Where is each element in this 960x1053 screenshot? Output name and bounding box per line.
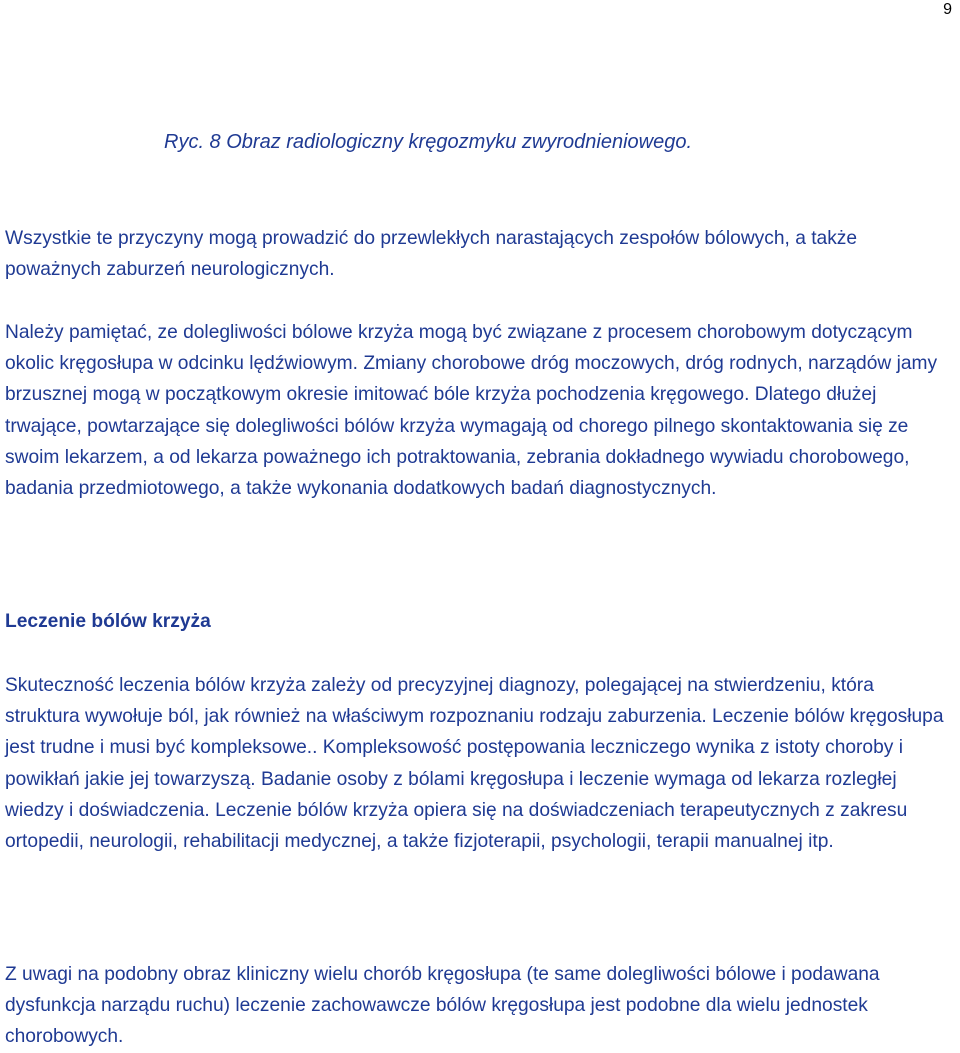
paragraph-treatment: Skuteczność leczenia bólów krzyża zależy od precyzyjnej diagnozy, polegającej na stwierdzeniu, która struktura wywołuje ból, jak również na właściwym rozpoznaniu rodzaju zaburzenia. Leczenie bólów kręgosłupa jest trudne i musi być kompleksowe.. Kompleksowość postępowania leczniczego wynika z istoty choroby i powikłań jakie jej towarzyszą. Badanie osoby z bólami kręgosłupa i leczenie wymaga od lekarza rozległej wiedzy i doświadczenia. Leczenie bólów krzyża opiera się na doświadczeniach terapeutycznych z zakresu ortopedii, neurologii, rehabilitacji medycznej, a także fizjoterapii, psychologii, terapii manualnej itp.	[5, 675, 944, 853]
paragraph-symptoms: Należy pamiętać, ze dolegliwości bólowe krzyża mogą być związane z procesem chorobowym dotyczącym okolic kręgosłupa w odcinku lędźwiowym. Zmiany chorobowe dróg moczowych, dróg rodnych, narządów jamy brzusznej mogą w początkowym okresie imitować bóle krzyża pochodzenia kręgowego. Dlatego dłużej trwające, powtarzające się dolegliwości bólów krzyża wymagają od chorego pilnego skontaktowania się ze swoim lekarzem, a od lekarza poważnego ich potraktowania, zebrania dokładnego wywiadu chorobowego, badania przedmiotowego, a także wykonania dodatkowych badań diagnostycznych.	[5, 322, 938, 500]
paragraph-conservative-treatment: Z uwagi na podobny obraz kliniczny wielu chorób kręgosłupa (te same dolegliwości bólowe i podawana dysfunkcja narządu ruchu) leczenie zachowawcze bólów kręgosłupa jest podobne dla wielu jednostek chorobowych.	[5, 964, 880, 1048]
figure-caption: Ryc. 8 Obraz radiologiczny kręgozmyku zwyrodnieniowego.	[164, 131, 693, 153]
section-heading: Leczenie bólów krzyża	[5, 611, 211, 632]
page-number: 9	[943, 1, 952, 18]
paragraph-causes: Wszystkie te przyczyny mogą prowadzić do przewlekłych narastających zespołów bólowych, a także poważnych zaburzeń neurologicznych.	[5, 228, 858, 281]
